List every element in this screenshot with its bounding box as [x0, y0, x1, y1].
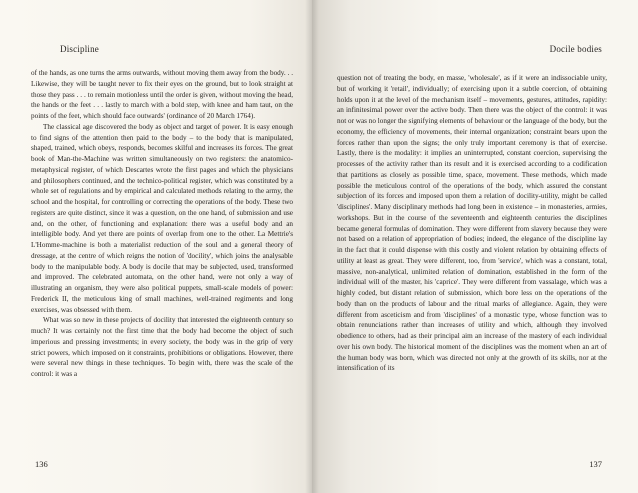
right-page-body [337, 73, 607, 374]
right-running-head: Docile bodies [549, 44, 602, 54]
right-page [312, 0, 638, 493]
left-page-number: 136 [35, 459, 48, 469]
right-page-number: 137 [589, 459, 602, 469]
left-page [0, 0, 312, 493]
right-paragraph-1: question not of treating the body, en masse, 'wholesale', as if it were an indissociable unity, but of working it 'retail', individually; of exercising upon it a subtle coercion, of obtaining holds upon it at the level of the mechanism itself – movements, gestures, attitudes, rapidity: an infinitesimal power over the active body. Then there was the object of the control: it was not or was no longer the signifying elements of behaviour or the language of the body, but the economy, the efficiency of movements, their internal organization; constraint bears upon the forces rather than upon the signs; the only truly important ceremony is that of exercise. Lastly, there is the modality: it implies an uninterrupted, constant coercion, supervising the processes of the activity rather than its result and it is exercised according to a codification that partitions as closely as possible time, space, movement. These methods, which made possible the meticulous control of the operations of the body, which assured the constant subjection of its forces and imposed upon them a relation of docility-utility, might be called 'disciplines'. Many disciplinary methods had long been in existence – in monasteries, armies, workshops. But in the course of the seventeenth and eighteenth centuries the disciplines became general formulas of domination. They were different from slavery because they were not based on a relation of appropriation of bodies; indeed, the elegance of the discipline lay in the fact that it could dispense with this costly and violent relation by obtaining effects of utility at least as great. They were different, too, from 'service', which was a constant, total, massive, non-analytical, unlimited relation of domination, established in the form of the individual will of the master, his 'caprice'. They were different from vassalage, which was a highly coded, but distant relation of submission, which bore less on the operations of the body than on the products of labour and the ritual marks of allegiance. Again, they were different from asceticism and from 'disciplines' of a monastic type, whose function was to obtain renunciations rather than increases of utility and which, although they involved obedience to others, had as their principal aim an increase of the mastery of each individual over his own body. The historical moment of the disciplines was the moment when an art of the human body was born, which was directed not only at the growth of its skills, nor at the intensification of its [337, 74, 607, 373]
left-running-head: Discipline [60, 44, 99, 54]
left-paragraph-1: of the hands, as one turns the arms outwards, without moving them away from the body. . . Likewise, they will be taught never to fix their eyes on the ground, but to look straight at those they pass . . . to remain motionless until the order is given, without moving the head, the hands or the feet . . . lastly to march with a bold step, with knee and ham taut, on the points of the feet, which should face outwards' (ordinance of 20 March 1764). [31, 69, 293, 120]
left-page-body [31, 68, 293, 380]
left-paragraph-2: The classical age discovered the body as object and target of power. It is easy enough to find signs of the attention then paid to the body – to the body that is manipulated, shaped, trained, which obeys, responds, becomes skilful and increases its forces. The great book of Man-the-Machine was written simultaneously on two registers: the anatomico-metaphysical register, of which Descartes wrote the first pages and which the physicians and philosophers continued, and the technico-political register, which was constituted by a whole set of regulations and by empirical and calculated methods relating to the army, the school and the hospital, for controlling or correcting the operations of the body. These two registers are quite distinct, since it was a question, on the one hand, of submission and use and, on the other, of functioning and explanation: there was a useful body and an intelligible body. And yet there are points of overlap from one to the other. La Mettrie's L'Homme-machine is both a materialist reduction of the soul and a general theory of dressage, at the centre of which reigns the notion of 'docility', which joins the analysable body to the manipulable body. A body is docile that may be subjected, used, transformed and improved. The celebrated automata, on the other hand, were not only a way of illustrating an organism, they were also political puppets, small-scale models of power: Frederick II, the meticulous king of small machines, well-trained regiments and long exercises, was obsessed with them. [31, 122, 293, 314]
book-gutter [305, 0, 319, 493]
left-paragraph-3: What was so new in these projects of docility that interested the eighteenth century so much? It was certainly not the first time that the body had become the object of such imperious and pressing investments; in every society, the body was in the grip of very strict powers, which imposed on it constraints, prohibitions or obligations. However, there were several new things in these techniques. To begin with, there was the scale of the control: it was a [31, 316, 293, 378]
